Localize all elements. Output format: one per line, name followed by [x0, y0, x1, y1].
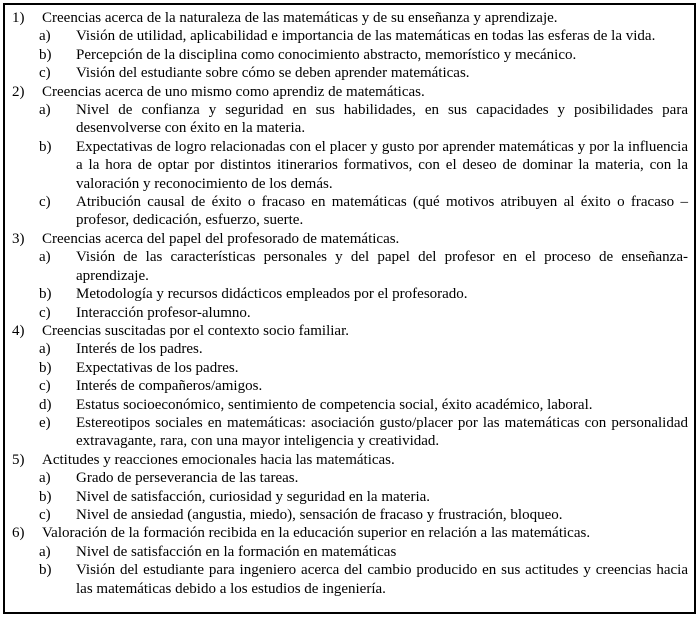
item-letter: c): [39, 304, 51, 321]
item-text: Valoración de la formación recibida en la educación superior en relación a las matemáticas.: [42, 525, 591, 542]
document-frame: [3, 3, 696, 614]
item-letter: c): [39, 506, 51, 523]
item-text: Interés de los padres.: [76, 341, 203, 358]
sub-item-3c: [39, 304, 688, 322]
sub-item-2b: [39, 138, 688, 193]
sub-item-4e: [39, 414, 688, 451]
list-item-6: [12, 524, 688, 542]
list-item-5: [12, 451, 688, 469]
sub-item-6b: [39, 561, 688, 598]
item-letter: d): [39, 396, 52, 413]
sub-item-2c: [39, 193, 688, 230]
sub-item-3a: [39, 248, 688, 285]
item-text: Estereotipos sociales en matemáticas: asociación gusto/placer por las matemáticas con personalidad extravagante, rara, con una mayor inteligencia y creatividad.: [76, 414, 688, 450]
list-item-1: [12, 9, 688, 27]
item-text: Percepción de la disciplina como conocimiento abstracto, memorístico y mecánico.: [76, 46, 577, 63]
sub-item-2a: [39, 101, 688, 138]
sub-item-4a: [39, 340, 688, 358]
item-text: Nivel de satisfacción en la formación en matemáticas: [76, 543, 397, 560]
sub-item-5b: [39, 488, 688, 506]
item-letter: b): [39, 359, 52, 376]
item-text: Nivel de ansiedad (angustia, miedo), sensación de fracaso y frustración, bloqueo.: [76, 506, 563, 523]
sub-item-4d: [39, 396, 688, 414]
sub-item-5a: [39, 469, 688, 487]
sub-item-1a: [39, 27, 688, 45]
item-text: Visión del estudiante para ingeniero acerca del cambio producido en sus actitudes y creencias hacia las matemáticas debido a los estudios de ingeniería.: [76, 562, 688, 597]
item-letter: b): [39, 562, 52, 579]
item-text: Creencias suscitadas por el contexto socio familiar.: [42, 322, 349, 339]
item-letter: a): [39, 28, 51, 45]
item-number: 4): [12, 322, 25, 339]
item-number: 2): [12, 83, 25, 100]
item-text: Creencias acerca de uno mismo como aprendiz de matemáticas.: [42, 83, 425, 100]
list-item-3: [12, 230, 688, 248]
item-text: Expectativas de los padres.: [76, 359, 239, 376]
sub-item-4b: [39, 359, 688, 377]
item-number: 3): [12, 230, 25, 247]
list-item-4: [12, 322, 688, 340]
item-text: Metodología y recursos didácticos empleados por el profesorado.: [76, 286, 468, 303]
item-letter: a): [39, 102, 51, 119]
item-text: Nivel de confianza y seguridad en sus habilidades, en sus capacidades y posibilidades para desenvolverse con éxito en la materia.: [76, 102, 688, 137]
item-text: Nivel de satisfacción, curiosidad y seguridad en la materia.: [76, 488, 431, 505]
item-letter: a): [39, 249, 51, 266]
item-letter: a): [39, 543, 51, 560]
item-text: Grado de perseverancia de las tareas.: [76, 470, 299, 487]
item-text: Visión de las características personales y del papel del profesor en el proceso de enseñanza-aprendizaje.: [76, 249, 688, 284]
item-text: Actitudes y reacciones emocionales hacia las matemáticas.: [42, 451, 395, 468]
item-text: Expectativas de logro relacionadas con el placer y gusto por aprender matemáticas y por la influencia a la hora de optar por distintos itinerarios formativos, con el deseo de dominar la materia, con la valoración y reconocimiento de los demás.: [76, 138, 688, 192]
item-text: Interés de compañeros/amigos.: [76, 378, 263, 395]
item-letter: c): [39, 194, 51, 211]
sub-item-3b: [39, 285, 688, 303]
item-text: Atribución causal de éxito o fracaso en matemáticas (qué motivos atribuyen al éxito o fracaso – profesor, dedicación, esfuerzo, suerte.: [76, 194, 688, 229]
item-text: Visión del estudiante sobre cómo se deben aprender matemáticas.: [76, 65, 470, 82]
item-text: Creencias acerca de la naturaleza de las matemáticas y de su enseñanza y aprendizaje.: [42, 10, 558, 26]
item-letter: a): [39, 470, 51, 487]
item-letter: b): [39, 138, 52, 155]
item-text: Interacción profesor-alumno.: [76, 304, 251, 321]
item-letter: a): [39, 341, 51, 358]
item-text: Estatus socioeconómico, sentimiento de competencia social, éxito académico, laboral.: [76, 396, 593, 413]
item-number: 6): [12, 525, 25, 542]
item-letter: b): [39, 286, 52, 303]
list-item-2: [12, 83, 688, 101]
item-number: 1): [12, 10, 25, 26]
sub-item-1b: [39, 46, 688, 64]
item-letter: b): [39, 46, 52, 63]
item-letter: c): [39, 65, 51, 82]
item-text: Visión de utilidad, aplicabilidad e importancia de las matemáticas en todas las esferas de la vida.: [76, 28, 656, 45]
item-letter: e): [39, 414, 51, 431]
sub-item-6a: [39, 543, 688, 561]
item-text: Creencias acerca del papel del profesorado de matemáticas.: [42, 230, 400, 247]
sub-item-1c: [39, 64, 688, 82]
item-number: 5): [12, 451, 25, 468]
sub-item-4c: [39, 377, 688, 395]
item-letter: b): [39, 488, 52, 505]
sub-item-5c: [39, 506, 688, 524]
item-letter: c): [39, 378, 51, 395]
